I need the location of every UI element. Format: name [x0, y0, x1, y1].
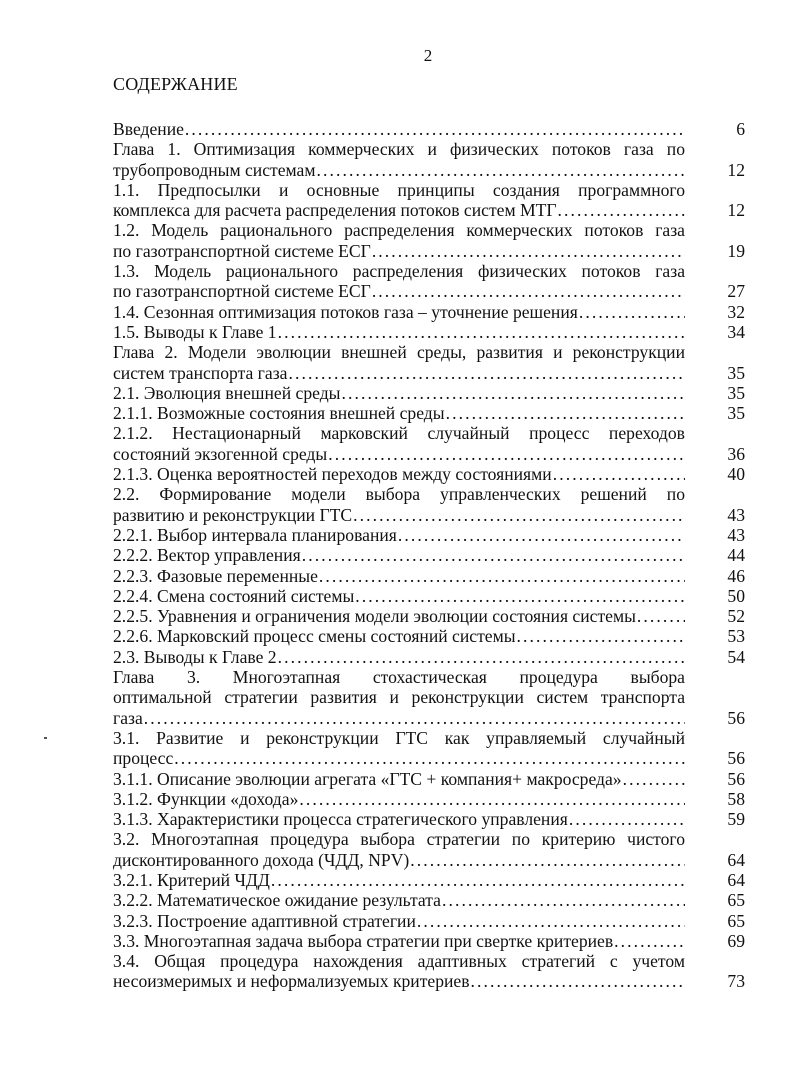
- toc-page-number: 56: [727, 768, 745, 789]
- toc-line: [113, 383, 745, 403]
- toc-line: [113, 971, 745, 991]
- toc-entry-last-line: [113, 748, 685, 768]
- toc-line: [113, 870, 745, 890]
- toc-entry-last-line: [113, 119, 685, 139]
- dot-leader: [568, 809, 685, 829]
- toc-entry-last-line: [113, 606, 685, 626]
- toc-entry-last-line: [113, 545, 685, 565]
- toc-entry: [113, 951, 745, 992]
- toc-page-number: 36: [727, 443, 745, 464]
- toc-page-number: 12: [727, 200, 745, 221]
- toc-line: [113, 931, 745, 951]
- toc-entry-last-line: [113, 464, 685, 484]
- toc-page-number: 50: [727, 585, 745, 606]
- toc-page-number: 43: [727, 524, 745, 545]
- toc-entry-text: по газотранспортной системе ЕСГ: [113, 240, 371, 261]
- toc-entry: [113, 302, 745, 322]
- dot-leader: [143, 708, 685, 728]
- toc-entry-text: 3.1. Развитие и реконструкции ГТС как управляемый случайный: [113, 727, 685, 748]
- page-number: 2: [423, 46, 433, 65]
- toc-line: [113, 484, 745, 504]
- toc-line: [113, 626, 745, 646]
- toc-entry-last-line: [113, 931, 685, 951]
- toc-entry-text: 2.1.1. Возможные состояния внешней среды: [113, 403, 445, 424]
- toc-line: [113, 403, 745, 423]
- toc-entry-last-line: [113, 708, 685, 728]
- toc-line: [113, 769, 745, 789]
- toc-entry-text: 3.1.2. Функции «дохода»: [113, 788, 299, 809]
- dot-leader: [277, 322, 685, 342]
- dot-leader: [397, 525, 685, 545]
- toc-entry-text: процесс: [113, 748, 174, 769]
- toc-line: [113, 890, 745, 910]
- toc-entry-last-line: [113, 241, 685, 261]
- toc-line: [113, 809, 745, 829]
- toc-page-number: 19: [727, 240, 745, 261]
- toc-entry: [113, 829, 745, 870]
- toc-entry: [113, 647, 745, 667]
- toc-entry-last-line: [113, 586, 685, 606]
- toc-entry-text: оптимальной стратегии развития и реконструкции систем транспорта: [113, 687, 685, 708]
- toc-entry-last-line: [113, 525, 685, 545]
- toc-entry: [113, 342, 745, 383]
- page-title: СОДЕРЖАНИЕ: [113, 74, 238, 94]
- toc-line: [113, 606, 745, 626]
- toc-page-number: 27: [727, 281, 745, 302]
- dot-leader: [371, 241, 685, 261]
- toc-entry-text: газа: [113, 707, 143, 728]
- dot-leader: [298, 789, 685, 809]
- dot-leader: [441, 890, 685, 910]
- toc-entry-text: 2.1.3. Оценка вероятностей переходов между состояниями: [113, 464, 552, 485]
- toc-entry-last-line: [113, 363, 685, 383]
- dot-leader: [613, 931, 685, 951]
- toc-line: [113, 444, 745, 464]
- toc-entry-last-line: [113, 809, 685, 829]
- toc-entry-last-line: [113, 890, 685, 910]
- dot-leader: [315, 160, 685, 180]
- toc-entry: [113, 220, 745, 261]
- dot-leader: [277, 647, 685, 667]
- toc-page-number: 52: [727, 606, 745, 627]
- toc-line: [113, 423, 745, 443]
- toc-line: [113, 302, 745, 322]
- toc-line: [113, 180, 745, 200]
- toc-entry-text: по газотранспортной системе ЕСГ: [113, 281, 371, 302]
- toc-entry: [113, 383, 745, 403]
- toc-entry: [113, 403, 745, 423]
- toc-entry-last-line: [113, 200, 685, 220]
- toc-line: [113, 200, 745, 220]
- toc-line: [113, 829, 745, 849]
- toc-entry-text: 3.1.3. Характеристики процесса стратегического управления: [113, 809, 568, 830]
- toc-entry-text: Глава 3. Многоэтапная стохастическая процедура выбора: [113, 667, 685, 688]
- toc-entry-text: 3.2.1. Критерий ЧДД: [113, 869, 270, 890]
- toc-entry: [113, 261, 745, 302]
- toc-page-number: 40: [727, 464, 745, 485]
- dot-leader: [270, 870, 685, 890]
- dot-leader: [552, 464, 685, 484]
- toc-entry-text: 1.3. Модель рационального распределения физических потоков газа: [113, 261, 685, 282]
- toc-entry-last-line: [113, 911, 685, 931]
- toc-entry-text: 3.2.3. Построение адаптивной стратегии: [113, 910, 416, 931]
- table-of-contents: [113, 119, 745, 992]
- toc-page-number: 65: [727, 890, 745, 911]
- toc-entry: [113, 180, 745, 221]
- toc-entry-text: развитию и реконструкции ГТС: [113, 504, 353, 525]
- toc-entry-text: Введение: [113, 119, 184, 139]
- toc-entry: [113, 890, 745, 910]
- toc-page-number: 43: [727, 504, 745, 525]
- toc-line: [113, 139, 745, 159]
- toc-entry-text: состояний экзогенной среды: [113, 443, 328, 464]
- toc-entry-last-line: [113, 505, 685, 525]
- toc-entry: [113, 931, 745, 951]
- toc-entry: [113, 545, 745, 565]
- scan-speck: [44, 737, 47, 739]
- toc-entry-text: 1.5. Выводы к Главе 1: [113, 321, 277, 342]
- toc-page-number: 53: [727, 626, 745, 647]
- toc-line: [113, 261, 745, 281]
- toc-line: [113, 281, 745, 301]
- toc-entry-last-line: [113, 850, 685, 870]
- toc-page-number: 35: [727, 362, 745, 383]
- toc-entry-text: 2.1. Эволюция внешней среды: [113, 382, 341, 403]
- toc-entry: [113, 606, 745, 626]
- toc-page-number: 46: [727, 565, 745, 586]
- toc-line: [113, 566, 745, 586]
- toc-entry-last-line: [113, 566, 685, 586]
- toc-entry: [113, 139, 745, 180]
- toc-entry-last-line: [113, 444, 685, 464]
- toc-entry-text: дисконтированного дохода (ЧДД, NPV): [113, 849, 410, 870]
- toc-entry: [113, 566, 745, 586]
- toc-line: [113, 220, 745, 240]
- toc-entry-text: 2.2.6. Марковский процесс смены состояний системы: [113, 626, 516, 647]
- dot-leader: [340, 383, 685, 403]
- dot-leader: [352, 505, 685, 525]
- toc-entry-text: комплекса для расчета распределения потоков систем МТГ: [113, 200, 557, 221]
- toc-entry-text: 1.2. Модель рационального распределения коммерческих потоков газа: [113, 220, 685, 241]
- dot-leader: [173, 748, 685, 768]
- toc-entry-text: 2.2.3. Фазовые переменные: [113, 565, 318, 586]
- dot-leader: [354, 586, 685, 606]
- dot-leader: [184, 119, 685, 139]
- toc-entry-last-line: [113, 281, 685, 301]
- toc-entry: [113, 525, 745, 545]
- dot-leader: [636, 606, 685, 626]
- toc-line: [113, 850, 745, 870]
- toc-page-number: 35: [727, 382, 745, 403]
- toc-entry-text: 2.2.1. Выбор интервала планирования: [113, 524, 397, 545]
- toc-line: [113, 647, 745, 667]
- toc-line: [113, 241, 745, 261]
- toc-entry-text: Глава 1. Оптимизация коммерческих и физических потоков газа по: [113, 139, 685, 160]
- toc-line: [113, 363, 745, 383]
- toc-entry: [113, 322, 745, 342]
- dot-leader: [557, 200, 685, 220]
- toc-entry-text: Глава 2. Модели эволюции внешней среды, развития и реконструкции: [113, 342, 685, 363]
- toc-entry-last-line: [113, 971, 685, 991]
- dot-leader: [516, 626, 685, 646]
- toc-entry: [113, 626, 745, 646]
- toc-entry-last-line: [113, 322, 685, 342]
- toc-page-number: 59: [727, 809, 745, 830]
- toc-entry-text: 3.4. Общая процедура нахождения адаптивных стратегий с учетом: [113, 951, 685, 972]
- dot-leader: [622, 769, 685, 789]
- toc-entry-text: 3.2.2. Математическое ожидание результата: [113, 890, 441, 911]
- dot-leader: [301, 545, 685, 565]
- toc-entry: [113, 809, 745, 829]
- toc-line: [113, 728, 745, 748]
- toc-entry: [113, 789, 745, 809]
- toc-line: [113, 119, 745, 139]
- toc-entry: [113, 870, 745, 890]
- toc-entry-text: трубопроводным системам: [113, 159, 316, 180]
- toc-entry-text: 3.3. Многоэтапная задача выбора стратегии при свертке критериев: [113, 930, 614, 951]
- toc-page-number: 34: [727, 321, 745, 342]
- toc-entry-last-line: [113, 626, 685, 646]
- toc-entry-text: 2.1.2. Нестационарный марковский случайный процесс переходов: [113, 423, 685, 444]
- toc-entry-last-line: [113, 302, 685, 322]
- dot-leader: [327, 444, 685, 464]
- toc-line: [113, 748, 745, 768]
- toc-page-number: 65: [727, 910, 745, 931]
- toc-entry-text: несоизмеримых и неформализуемых критериев: [113, 971, 470, 992]
- toc-line: [113, 687, 745, 707]
- toc-entry-text: 1.4. Сезонная оптимизация потоков газа – уточнение решения: [113, 301, 578, 322]
- toc-line: [113, 505, 745, 525]
- toc-page-number: 12: [727, 159, 745, 180]
- toc-entry-text: 3.1.1. Описание эволюции агрегата «ГТС + компания+ макросреда»: [113, 768, 622, 789]
- toc-entry-last-line: [113, 789, 685, 809]
- toc-line: [113, 667, 745, 687]
- toc-line: [113, 464, 745, 484]
- toc-line: [113, 342, 745, 362]
- toc-page-number: 69: [727, 930, 745, 951]
- toc-entry: [113, 586, 745, 606]
- toc-page-number: 56: [727, 707, 745, 728]
- toc-entry: [113, 423, 745, 464]
- toc-entry-text: 2.2.4. Смена состояний системы: [113, 585, 355, 606]
- toc-page-number: 44: [727, 545, 745, 566]
- toc-entry-last-line: [113, 383, 685, 403]
- toc-entry: [113, 119, 745, 139]
- toc-line: [113, 951, 745, 971]
- toc-entry: [113, 728, 745, 769]
- toc-entry-text: 1.1. Предпосылки и основные принципы создания программного: [113, 179, 685, 200]
- dot-leader: [409, 850, 685, 870]
- toc-entry-last-line: [113, 769, 685, 789]
- toc-entry-last-line: [113, 647, 685, 667]
- toc-page-number: 6: [736, 119, 745, 139]
- toc-entry-text: систем транспорта газа: [113, 362, 288, 383]
- toc-entry: [113, 464, 745, 484]
- toc-entry: [113, 484, 745, 525]
- toc-entry-last-line: [113, 870, 685, 890]
- toc-line: [113, 160, 745, 180]
- dot-leader: [371, 281, 685, 301]
- toc-line: [113, 708, 745, 728]
- dot-leader: [578, 302, 685, 322]
- toc-line: [113, 545, 745, 565]
- dot-leader: [318, 566, 685, 586]
- toc-line: [113, 789, 745, 809]
- toc-page-number: 64: [727, 849, 745, 870]
- toc-line: [113, 322, 745, 342]
- toc-entry-text: 2.2.2. Вектор управления: [113, 545, 301, 566]
- toc-page-number: 73: [727, 971, 745, 992]
- toc-line: [113, 525, 745, 545]
- toc-entry-last-line: [113, 160, 685, 180]
- toc-entry: [113, 911, 745, 931]
- toc-entry-text: 3.2. Многоэтапная процедура выбора стратегии по критерию чистого: [113, 829, 685, 850]
- toc-page-number: 64: [727, 869, 745, 890]
- toc-page-number: 35: [727, 403, 745, 424]
- toc-page-number: 56: [727, 748, 745, 769]
- toc-entry-text: 2.2.5. Уравнения и ограничения модели эволюции состояния системы: [113, 606, 636, 627]
- toc-page-number: 32: [727, 301, 745, 322]
- toc-page-number: 58: [727, 788, 745, 809]
- dot-leader: [445, 403, 685, 423]
- toc-entry: [113, 667, 745, 728]
- dot-leader: [416, 911, 685, 931]
- dot-leader: [470, 971, 685, 991]
- dot-leader: [287, 363, 685, 383]
- toc-entry-text: 2.3. Выводы к Главе 2: [113, 646, 277, 667]
- toc-page-number: 54: [727, 646, 745, 667]
- toc-entry: [113, 769, 745, 789]
- toc-entry-last-line: [113, 403, 685, 423]
- toc-entry-text: 2.2. Формирование модели выбора управленческих решений по: [113, 484, 685, 505]
- toc-line: [113, 911, 745, 931]
- toc-line: [113, 586, 745, 606]
